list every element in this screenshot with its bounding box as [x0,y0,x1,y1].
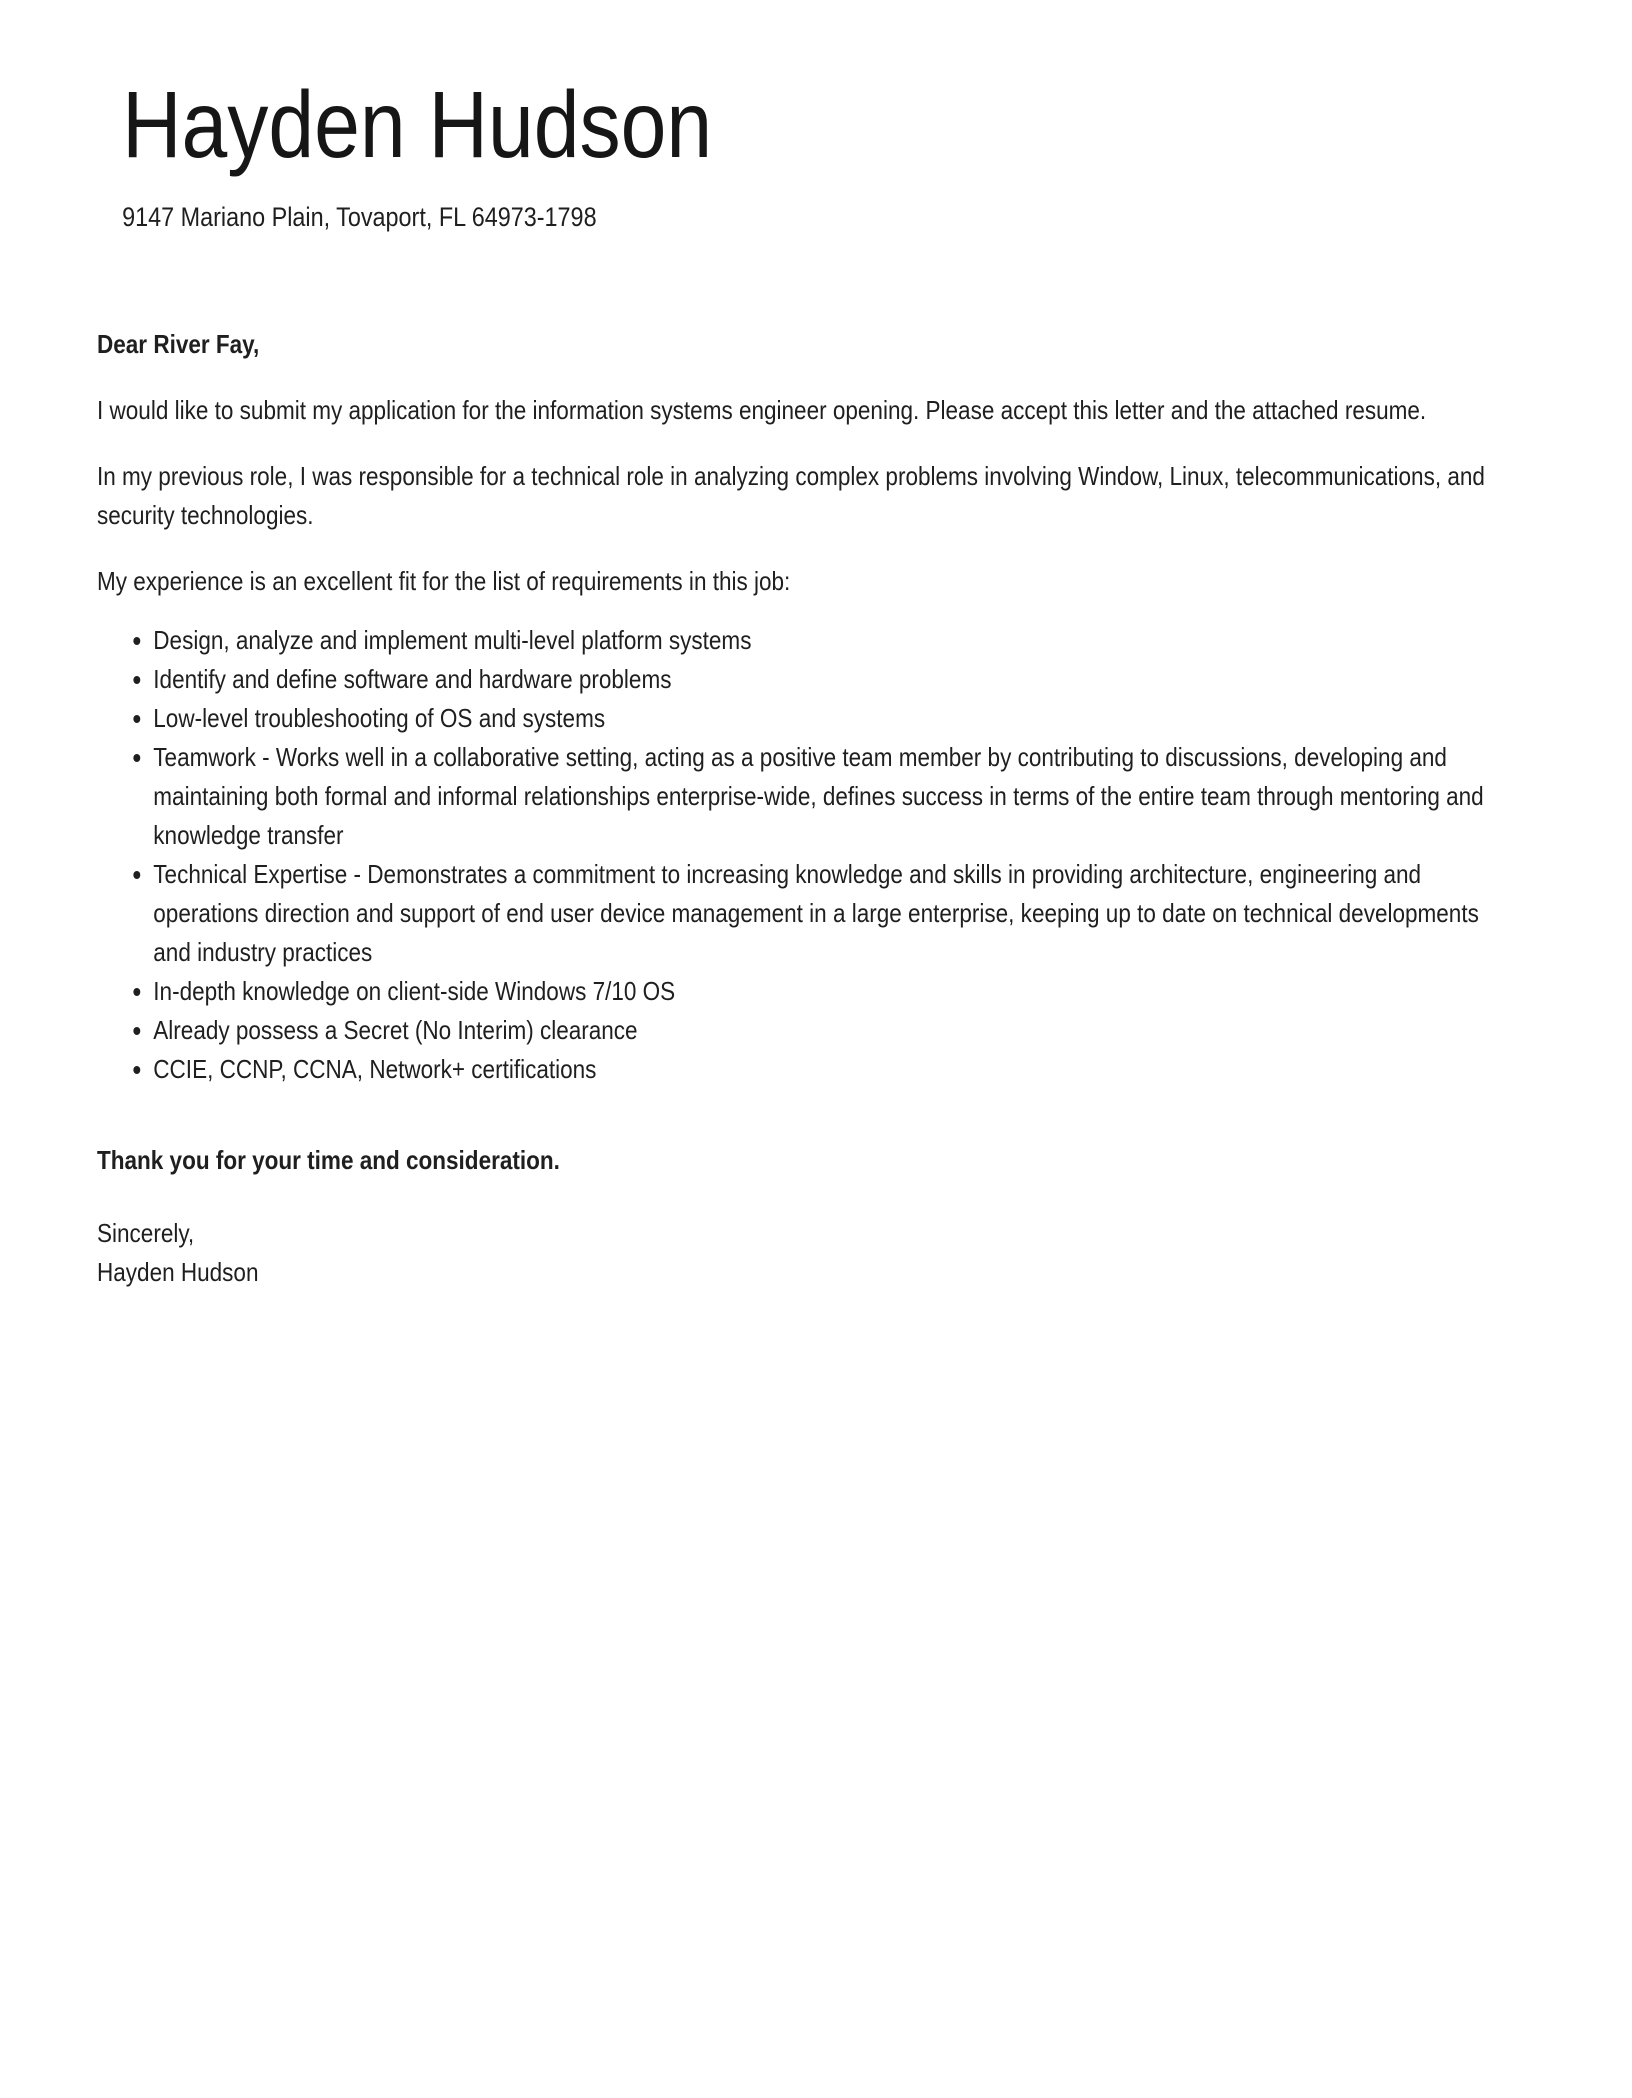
signature-name: Hayden Hudson [97,1257,259,1287]
requirement-item: • Technical Expertise - Demonstrates a commitment to increasing knowledge and skills in providing architecture, engineering and operations direction and support of end user device management in a large enterprise, keeping up to date on technical developments and industry practices [153,855,1504,972]
applicant-name-title: Hayden Hudson [122,72,713,178]
requirement-item: • CCIE, CCNP, CCNA, Network+ certifications [153,1050,1504,1089]
previous-role-paragraph: In my previous role, I was responsible for a technical role in analyzing complex problems involving Window, Linux, telecommunications, and security technologies. [97,461,1485,530]
intro-paragraph: I would like to submit my application for the information systems engineer opening. Please accept this letter and the attached resume. [97,395,1427,425]
signoff-line: Sincerely, [97,1218,195,1248]
requirement-item: • Already possess a Secret (No Interim) clearance [153,1011,1504,1050]
closing-thanks-line: Thank you for your time and consideration. [97,1145,560,1175]
requirement-item: • Teamwork - Works well in a collaborative setting, acting as a positive team member by contributing to discussions, developing and maintaining both formal and informal relationships enterprise-wide, defines success in terms of the entire team through mentoring and knowledge transfer [153,738,1504,855]
requirements-list [97,621,1537,1089]
requirement-item: • Low-level troubleshooting of OS and systems [153,699,1504,738]
experience-fit-paragraph: My experience is an excellent fit for the list of requirements in this job: [97,566,791,596]
applicant-address: 9147 Mariano Plain, Tovaport, FL 64973-1798 [122,202,597,232]
signature-block [97,1214,1537,1292]
requirement-item: • Identify and define software and hardware problems [153,660,1504,699]
letter-content [97,72,1537,1292]
requirement-item: • In-depth knowledge on client-side Windows 7/10 OS [153,972,1504,1011]
greeting-line: Dear River Fay, [97,329,260,359]
requirement-item: • Design, analyze and implement multi-level platform systems [153,621,1504,660]
